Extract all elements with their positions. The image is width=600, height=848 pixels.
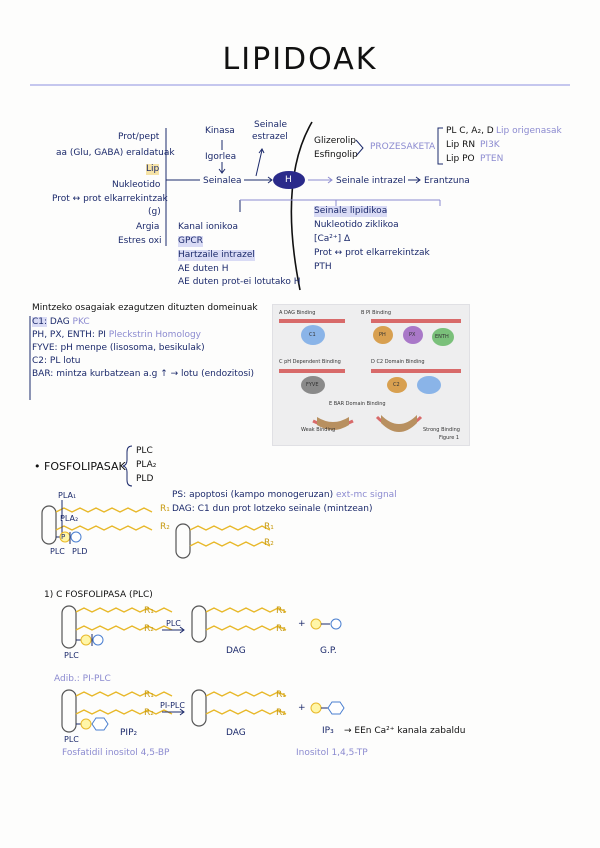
left-item-2: Lip [146,164,160,174]
panel-c-label: C pH Dependent Binding [279,359,341,365]
left-item-5: (g) [148,207,161,217]
domain-value: PL lotu [49,356,81,366]
intrazel-item-3: Prot ↔ prot elkarrekintzak [314,248,430,258]
receptor-1: GPCR [178,236,203,246]
domain-key: PH, PX, ENTH: [32,330,95,340]
fosfolipasa-type-2: PLD [136,474,154,484]
figure-graphics [273,305,469,445]
esfingolip-label: Esfingolip [314,150,358,160]
dag-value: C1 dun prot lotzeko seinale (mintzean) [197,504,373,514]
receptor-4: AE duten prot-ei lotutako H [178,277,301,287]
dag-line [172,504,373,515]
pla2-label: PLA₂ [60,514,79,523]
domain-row [32,368,268,381]
pip2-full-name: Fosfatidil inositol 4,5-BP [62,748,170,758]
ps-line [172,490,397,501]
left-item-0: Prot/pept [118,132,160,142]
page-title: LIPIDOAK [222,42,378,77]
domains-list [32,316,268,381]
domain-row [32,316,268,329]
domain-key: BAR: [32,369,54,379]
pip2-plc-tag: PLC [64,735,79,744]
seinale-estrazel-1: Seinale [254,120,288,130]
domain-value: DAG [49,317,70,327]
domain-value: pH menpe (lisosoma, besikulak) [60,343,205,353]
domain-key: C2: [32,356,48,366]
pip2-r1: R₁ [144,690,154,700]
domain-row [32,329,268,342]
prozesaketa-label: PROZESAKETA [370,142,436,152]
adib-label: Adib.: PI-PLC [54,674,111,684]
ph-blob-label: PH [379,332,386,338]
domain-key: FYVE: [32,343,58,353]
ps-value: apoptosi (kampo monogeruzan) [189,490,334,500]
panel-e-label: E BAR Domain Binding [329,401,386,407]
receptor-h-label: H [285,175,292,185]
domain-row [32,355,268,368]
px-blob-label: PX [409,332,416,338]
pld-label: PLD [72,547,88,556]
enzyme-right-1: PI3K [480,140,500,150]
figure-caption: Figure 1 [439,435,460,441]
fosfolipasa-type-1: PLA₂ [136,460,157,470]
plc-arrow-label: PLC [166,619,181,628]
plus-sign: + [298,619,306,629]
receptor-3: AE duten H [178,264,229,274]
glizerolip-label: Glizerolip [314,136,356,146]
plc-heading: 1) C FOSFOLIPASA (PLC) [44,590,153,600]
phosphate-label: P [61,533,66,541]
plc-label: PLC [50,547,65,556]
intrazel-item-0: Seinale lipidikoa [314,206,388,216]
pla1-label: PLA₁ [58,491,77,500]
intrazel-item-2: [Ca²⁺] Δ [314,234,351,244]
panel-a-label: A DAG Binding [279,310,316,316]
enzyme-left-1: Lip RN [446,140,476,150]
pip2-r2: R₂ [144,708,154,718]
domain-row [32,342,268,355]
domain-value: PI [97,330,106,340]
weak-binding-label: Weak Binding [301,427,336,433]
domain-key: C1: [32,317,48,327]
seinale-intrazel-label: Seinale intrazel [336,176,406,186]
plc-dag-r1: R₁ [276,606,286,616]
intrazel-item-1: Nukleotido ziklikoa [314,220,399,230]
ip3-label: IP₃ [322,726,334,736]
domain-note: Pleckstrin Homology [108,330,201,340]
ps-key: PS: [172,490,187,500]
domains-heading: Mintzeko osagaiak ezagutzen dituzten domeinuak [32,303,258,313]
pip2-label: PIP₂ [120,728,138,738]
plc-dag-r2: R₂ [276,624,286,634]
kinasa-label: Kinasa [205,126,235,136]
enth-blob-label: ENTH [435,334,449,340]
dag-r1-label: R₁ [264,522,274,532]
r1-label: R₁ [160,504,170,514]
domain-note: PKC [72,317,90,327]
left-item-6: Argia [136,222,160,232]
domain-binding-figure [272,304,470,446]
ps-note: ext-mc signal [336,490,397,500]
dag-product-label-2: DAG [226,728,246,738]
plus-sign-2: + [298,703,306,713]
igorlea-label: Igorlea [205,152,237,162]
left-item-7: Estres oxi [118,236,162,246]
ip3-full-name: Inositol 1,4,5-TP [296,748,368,758]
enzyme-left-0: PL C, A₂, D [446,126,494,136]
dag-r2-label: R₂ [264,538,274,548]
strong-binding-label: Strong Binding [423,427,460,433]
seinalea-label: Seinalea [203,176,242,186]
domain-value: mintza kurbatzean a.g ↑ → lotu (endozitosi) [56,369,255,379]
panel-b-label: B PI Binding [361,310,391,316]
c2-blob-label: C2 [393,382,400,388]
enzyme-left-2: Lip PO [446,154,475,164]
plc-r1: R₁ [144,606,154,616]
pi-plc-arrow-label: PI-PLC [160,701,185,710]
enzyme-right-2: PTEN [480,154,504,164]
receptor-2: Hartzaile intrazel [178,250,255,260]
plc-r2: R₂ [144,624,154,634]
left-item-3: Nukleotido [112,180,161,190]
enzyme-right-0: Lip origenasak [496,126,562,136]
seinale-estrazel-2: estrazel [252,132,288,142]
pip2-dag-r2: R₂ [276,708,286,718]
fosfolipasak-heading: • FOSFOLIPASAK [34,460,126,473]
dag-product-label: DAG [226,646,246,656]
pip2-dag-r1: R₁ [276,690,286,700]
gp-product-label: G.P. [320,646,337,656]
erantzuna-label: Erantzuna [424,176,470,186]
receptor-0: Kanal ionikoa [178,222,238,232]
fosfolipasa-type-0: PLC [136,446,153,456]
panel-d-label: D C2 Domain Binding [371,359,425,365]
left-item-4: Prot ↔ prot elkarrekintzak [52,194,168,204]
intrazel-item-4: PTH [314,262,332,272]
dag-key: DAG: [172,504,195,514]
left-item-1: aa (Glu, GABA) eraldatuak [56,148,175,158]
fyve-blob-label: FYVE [306,382,319,388]
c1-blob-label: C1 [309,332,316,338]
plc-tag: PLC [64,651,79,660]
r2-label: R₂ [160,522,170,532]
ip3-effect: → EEn Ca²⁺ kanala zabaldu [344,726,466,736]
fosfolipasak-heading-text: FOSFOLIPASAK [44,460,126,473]
